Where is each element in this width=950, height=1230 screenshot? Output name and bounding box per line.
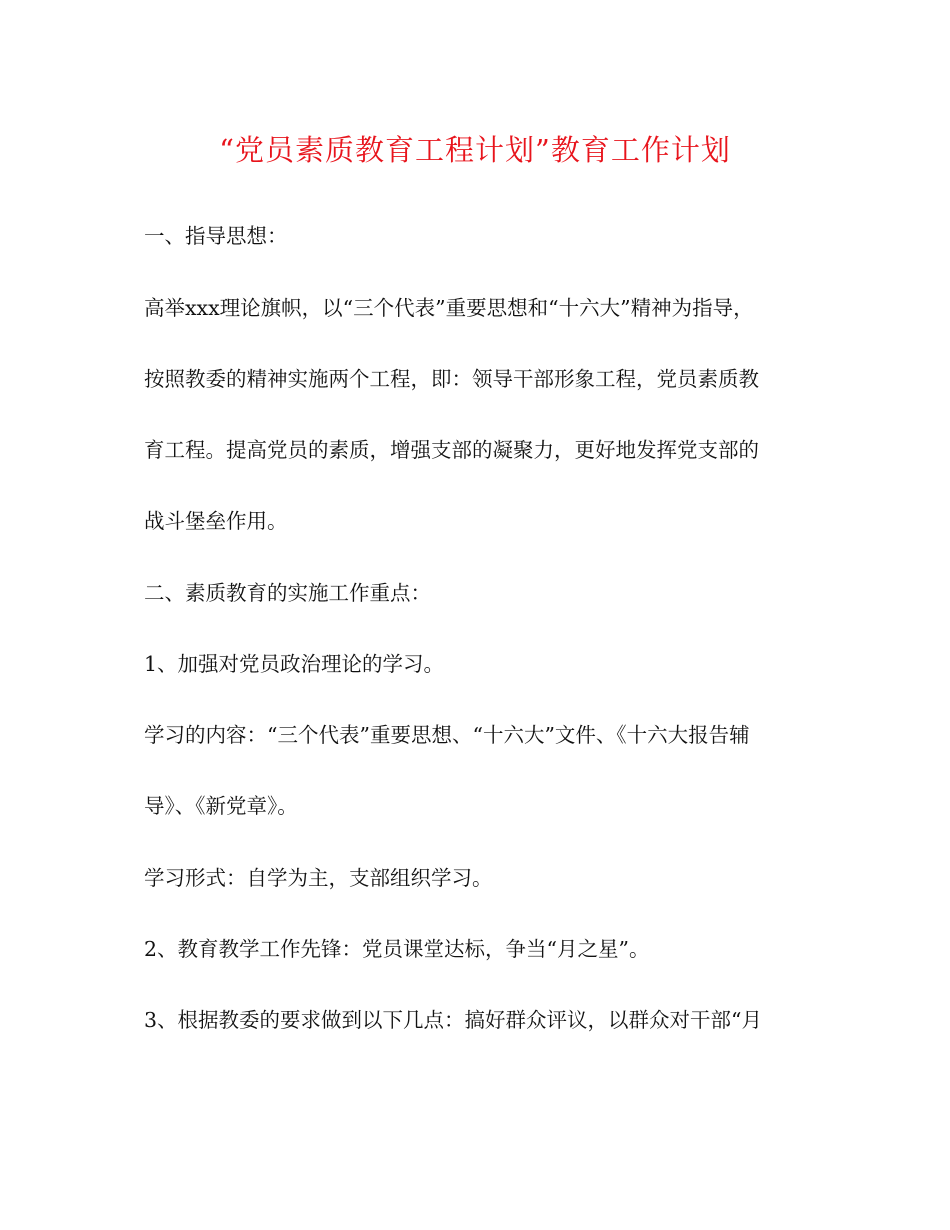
- document-title: “党员素质教育工程计划”教育工作计划: [219, 133, 731, 167]
- paragraph-line: 高举xxx理论旗帜，以“三个代表”重要思想和“十六大”精神为指导，: [144, 296, 754, 320]
- paragraph-line: 学习的内容：“三个代表”重要思想、“十六大”文件、《十六大报告辅: [144, 723, 750, 747]
- paragraph-line: 按照教委的精神实施两个工程，即：领导干部形象工程，党员素质教: [144, 367, 759, 391]
- list-item: 1、加强对党员政治理论的学习。: [144, 652, 445, 676]
- list-item: 3、根据教委的要求做到以下几点：搞好群众评议，以群众对干部“月: [144, 1008, 763, 1032]
- paragraph-line: 育工程。提高党员的素质，增强支部的凝聚力，更好地发挥党支部的: [144, 438, 759, 462]
- paragraph-line: 导》、《新党章》。: [144, 794, 298, 818]
- paragraph-line: 战斗堡垒作用。: [144, 509, 288, 533]
- list-item: 2、教育教学工作先锋：党员课堂达标，争当“月之星”。: [144, 937, 650, 961]
- section-heading-guiding-thought: 一、指导思想：: [144, 224, 288, 248]
- section-heading-key-points: 二、素质教育的实施工作重点：: [144, 581, 431, 605]
- paragraph-line: 学习形式：自学为主，支部组织学习。: [144, 866, 493, 890]
